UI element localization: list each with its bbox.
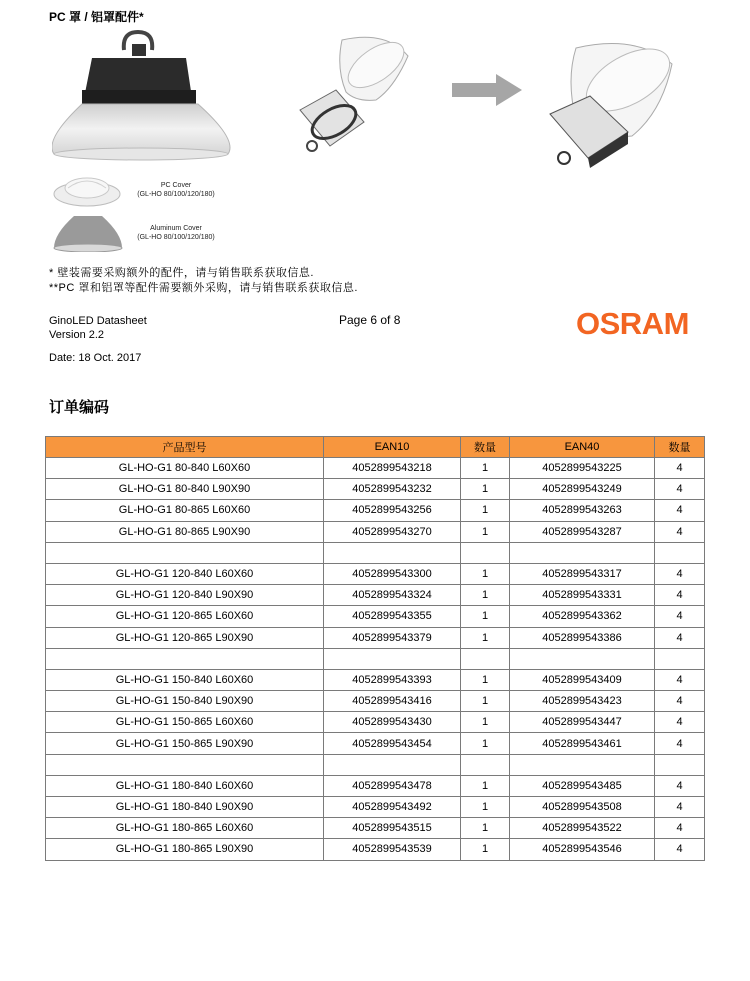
cell-qty-10 [461,648,510,669]
cell-qty-10: 1 [461,797,510,818]
pc-cover-models: (GL-HO 80/100/120/180) [137,191,215,198]
cell-ean40 [510,754,655,775]
pc-cover-label: PC Cover [160,182,192,189]
aluminum-cover-caption [106,224,246,242]
table-row [46,839,705,860]
cell-qty-10: 1 [461,839,510,860]
cell-ean10 [324,542,461,563]
cell-qty-40: 4 [655,839,705,860]
table-row [46,458,705,479]
cell-qty-40: 4 [655,775,705,796]
cell-qty-10: 1 [461,521,510,542]
pc-cover-caption [106,181,246,199]
table-row [46,818,705,839]
cell-ean40: 4052899543423 [510,691,655,712]
cell-product-model: GL-HO-G1 80-840 L90X90 [46,479,324,500]
cell-ean40: 4052899543287 [510,521,655,542]
cell-ean10: 4052899543539 [324,839,461,860]
table-row [46,627,705,648]
cell-product-model [46,754,324,775]
cell-ean40: 4052899543331 [510,585,655,606]
cell-product-model [46,648,324,669]
cover-assembly-exploded-image [290,30,420,160]
cell-product-model: GL-HO-G1 80-865 L60X60 [46,500,324,521]
cell-ean40: 4052899543409 [510,669,655,690]
note-wall-mount: * 壁装需要采购额外的配件，请与销售联系获取信息. [49,267,314,279]
table-row [46,563,705,584]
cell-qty-10: 1 [461,585,510,606]
cell-qty-40: 4 [655,733,705,754]
table-row [46,606,705,627]
header-ean40: EAN40 [510,437,655,458]
cell-ean40: 4052899543508 [510,797,655,818]
cell-ean40: 4052899543546 [510,839,655,860]
cell-ean10: 4052899543492 [324,797,461,818]
cell-product-model: GL-HO-G1 120-840 L60X60 [46,563,324,584]
cell-ean10: 4052899543232 [324,479,461,500]
cell-product-model: GL-HO-G1 150-840 L60X60 [46,669,324,690]
doc-version: Version 2.2 [49,329,105,341]
aluminum-cover-label: Aluminum Cover [150,225,202,232]
table-row [46,754,705,775]
table-row [46,797,705,818]
cell-qty-40: 4 [655,797,705,818]
cell-qty-40 [655,648,705,669]
doc-date: Date: 18 Oct. 2017 [49,352,142,364]
cell-qty-10: 1 [461,669,510,690]
order-codes-title: 订单编码 [49,399,110,416]
cell-ean40: 4052899543485 [510,775,655,796]
cell-qty-40: 4 [655,669,705,690]
cell-qty-40: 4 [655,585,705,606]
cell-ean10: 4052899543454 [324,733,461,754]
cell-ean10: 4052899543416 [324,691,461,712]
header-product-model: 产品型号 [46,437,324,458]
cell-ean10: 4052899543478 [324,775,461,796]
cell-ean10: 4052899543300 [324,563,461,584]
cell-qty-10: 1 [461,775,510,796]
cell-qty-40: 4 [655,521,705,542]
cell-ean40 [510,648,655,669]
cell-product-model [46,542,324,563]
table-body [46,458,705,861]
cell-qty-40: 4 [655,627,705,648]
order-codes-table [45,436,705,861]
table-row [46,691,705,712]
cell-ean10: 4052899543324 [324,585,461,606]
cell-product-model: GL-HO-G1 180-840 L60X60 [46,775,324,796]
cell-qty-40: 4 [655,712,705,733]
cell-qty-40: 4 [655,818,705,839]
cell-qty-40: 4 [655,500,705,521]
notes [49,266,358,296]
cell-ean10 [324,754,461,775]
cell-product-model: GL-HO-G1 80-865 L90X90 [46,521,324,542]
cell-ean10: 4052899543393 [324,669,461,690]
highbay-lamp-image [52,28,232,163]
cell-ean10: 4052899543256 [324,500,461,521]
cell-ean10 [324,648,461,669]
cell-product-model: GL-HO-G1 150-840 L90X90 [46,691,324,712]
cell-product-model: GL-HO-G1 150-865 L60X60 [46,712,324,733]
cell-qty-10: 1 [461,818,510,839]
doc-name: GinoLED Datasheet [49,315,147,327]
table-row [46,479,705,500]
cell-product-model: GL-HO-G1 180-840 L90X90 [46,797,324,818]
cell-qty-10: 1 [461,500,510,521]
cell-product-model: GL-HO-G1 120-865 L90X90 [46,627,324,648]
table-header-row [46,437,705,458]
cell-ean10: 4052899543379 [324,627,461,648]
cell-ean40: 4052899543461 [510,733,655,754]
cell-ean40: 4052899543263 [510,500,655,521]
cell-product-model: GL-HO-G1 120-840 L90X90 [46,585,324,606]
cell-qty-10: 1 [461,712,510,733]
cell-product-model: GL-HO-G1 150-865 L90X90 [46,733,324,754]
cell-product-model: GL-HO-G1 180-865 L90X90 [46,839,324,860]
aluminum-cover-models: (GL-HO 80/100/120/180) [137,234,215,241]
cell-qty-40 [655,542,705,563]
table-row [46,733,705,754]
cell-qty-10 [461,754,510,775]
cell-qty-10: 1 [461,733,510,754]
cell-qty-10 [461,542,510,563]
cell-qty-40 [655,754,705,775]
osram-logo: OSRAM [576,306,689,341]
table-row [46,500,705,521]
cell-ean40: 4052899543362 [510,606,655,627]
cell-qty-40: 4 [655,563,705,584]
cell-ean40: 4052899543522 [510,818,655,839]
cell-ean40: 4052899543225 [510,458,655,479]
cell-qty-40: 4 [655,458,705,479]
cell-ean10: 4052899543270 [324,521,461,542]
table-row [46,585,705,606]
arrow-icon [452,74,522,106]
table-row [46,712,705,733]
page-number: Page 6 of 8 [339,313,401,327]
footer-doc-info [49,314,147,342]
cell-ean10: 4052899543355 [324,606,461,627]
header-qty-10: 数量 [461,437,510,458]
cell-ean10: 4052899543515 [324,818,461,839]
cell-ean40: 4052899543386 [510,627,655,648]
table-row [46,648,705,669]
cell-product-model: GL-HO-G1 80-840 L60X60 [46,458,324,479]
cell-qty-10: 1 [461,606,510,627]
cell-qty-10: 1 [461,479,510,500]
section-title: PC 罩 / 铝罩配件* [49,10,144,24]
cell-qty-40: 4 [655,691,705,712]
note-covers: **PC 罩和铝罩等配件需要额外采购，请与销售联系获取信息. [49,282,358,294]
cell-qty-40: 4 [655,606,705,627]
table-row [46,669,705,690]
cell-ean10: 4052899543218 [324,458,461,479]
cell-ean10: 4052899543430 [324,712,461,733]
cell-qty-10: 1 [461,627,510,648]
table-row [46,775,705,796]
cell-qty-10: 1 [461,458,510,479]
table-row [46,521,705,542]
table-row [46,542,705,563]
cell-qty-10: 1 [461,563,510,584]
cell-qty-10: 1 [461,691,510,712]
cover-assembled-image [536,40,686,170]
cell-qty-40: 4 [655,479,705,500]
cell-product-model: GL-HO-G1 120-865 L60X60 [46,606,324,627]
cell-ean40: 4052899543249 [510,479,655,500]
cell-ean40: 4052899543317 [510,563,655,584]
cell-product-model: GL-HO-G1 180-865 L60X60 [46,818,324,839]
cell-ean40: 4052899543447 [510,712,655,733]
cell-ean40 [510,542,655,563]
header-qty-40: 数量 [655,437,705,458]
header-ean10: EAN10 [324,437,461,458]
